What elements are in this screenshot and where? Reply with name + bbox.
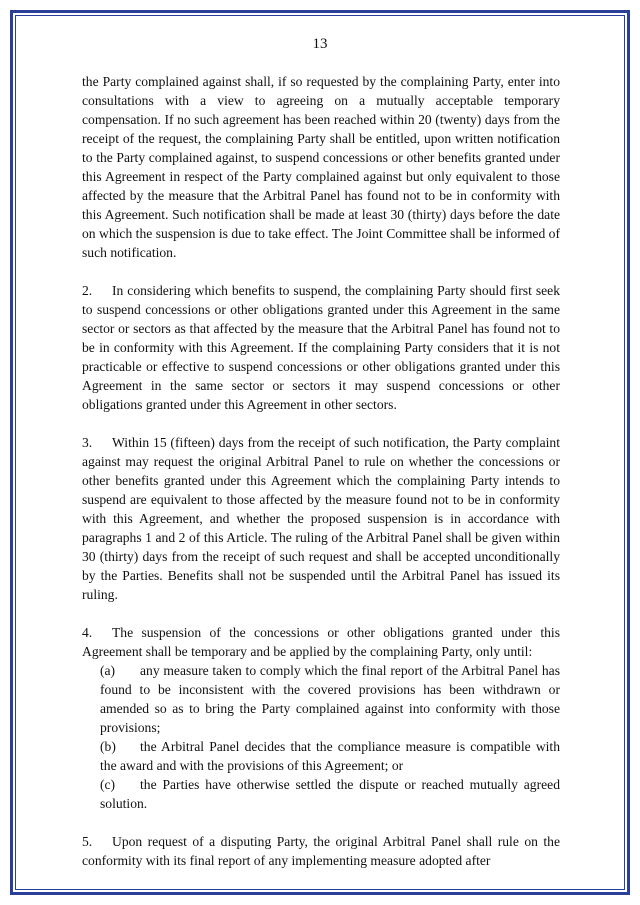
subitem-a [100, 661, 560, 737]
paragraph-number: 4. [82, 625, 93, 640]
subitem-b [100, 737, 560, 775]
paragraph-4-subitems [100, 661, 560, 813]
subitem-label: (c) [100, 777, 116, 792]
paragraph-text: In considering which benefits to suspend, the complaining Party should first seek to suspend concessions or other obligations granted under this Agreement in the same sector or sectors as that affected by the measure that the Arbitral Panel has found not to be in conformity with this Agreement. If the complaining Party considers that it is not practicable or effective to suspend concessions or other obligations granted under this Agreement in the same sector or sectors it may suspend concessions or other obligations granted under this Agreement in other sectors. [82, 283, 560, 412]
subitem-text: the Arbitral Panel decides that the compliance measure is compatible with the award and with the provisions of this Agreement; or [100, 739, 560, 773]
paragraph-text: Upon request of a disputing Party, the original Arbitral Panel shall rule on the conformity with its final report of any implementing measure adopted after [82, 834, 560, 868]
paragraph-number: 5. [82, 834, 93, 849]
paragraph-continued: the Party complained against shall, if so requested by the complaining Party, enter into consultations with a view to agreeing on a mutually acceptable temporary compensation. If no such agreement has been reached within 20 (twenty) days from the receipt of the request, the complaining Party shall be entitled, upon written notification to the Party complained against, to suspend concessions or other benefits granted under this Agreement in respect of the Party complained against but only equivalent to those affected by the measure that the Arbitral Panel has found not to be in conformity with this Agreement. Such notification shall be made at least 30 (thirty) days before the date on which the suspension is due to take effect. The Joint Committee shall be informed of such notification. [82, 74, 560, 260]
subitem-text: any measure taken to comply which the final report of the Arbitral Panel has found to be inconsistent with the covered provisions has been withdrawn or amended so as to bring the Party complained against into conformity with those provisions; [100, 663, 560, 735]
paragraph-4 [82, 623, 560, 661]
paragraph-number: 3. [82, 435, 93, 450]
paragraph-2 [82, 281, 560, 414]
paragraph-number: 2. [82, 283, 93, 298]
paragraph-3 [82, 433, 560, 604]
page-number: 13 [312, 36, 328, 52]
subitem-label: (a) [100, 663, 116, 678]
subitem-text: the Parties have otherwise settled the dispute or reached mutually agreed solution. [100, 777, 560, 811]
document-body [82, 72, 560, 870]
subitem-label: (b) [100, 739, 116, 754]
subitem-c [100, 775, 560, 813]
paragraph-text: Within 15 (fifteen) days from the receipt of such notification, the Party complaint against may request the original Arbitral Panel to rule on whether the concessions or other benefits granted under this Agreement which the complaining Party intends to suspend are equivalent to those affected by the measure found not to be in conformity with this Agreement, and whether the proposed suspension is in accordance with paragraphs 1 and 2 of this Article. The ruling of the Arbitral Panel shall be given within 30 (thirty) days from the receipt of such request and shall be accepted unconditionally by the Parties. Benefits shall not be suspended until the Arbitral Panel has issued its ruling. [82, 435, 560, 602]
paragraph-text: The suspension of the concessions or other obligations granted under this Agreement shall be temporary and be applied by the complaining Party, only until: [82, 625, 560, 659]
paragraph-5 [82, 832, 560, 870]
